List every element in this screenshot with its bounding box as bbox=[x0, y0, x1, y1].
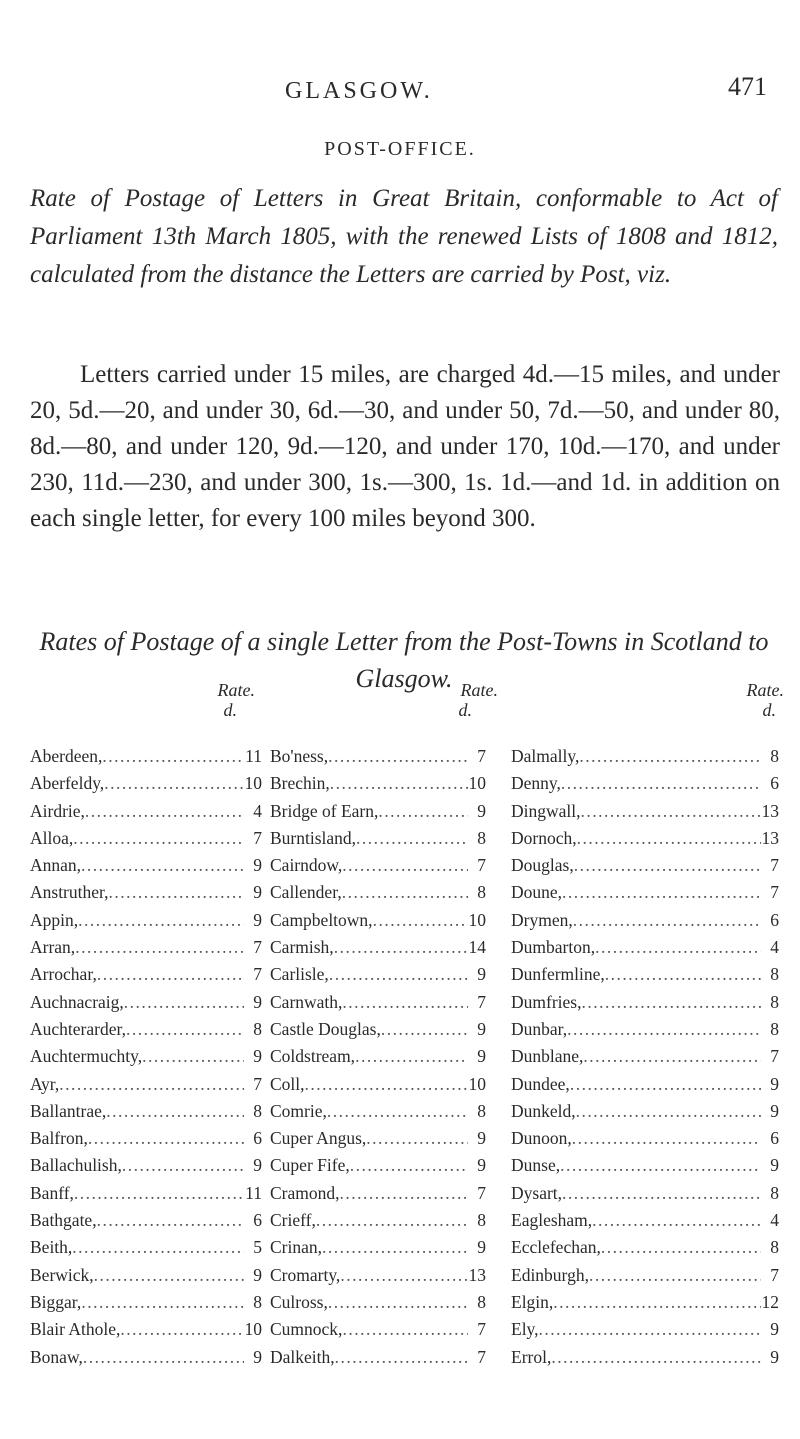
postage-rate: 5 bbox=[253, 1237, 262, 1258]
post-town-name: Ballachulish, bbox=[30, 1155, 122, 1176]
postage-rate: 8 bbox=[477, 1100, 486, 1121]
page-number: 471 bbox=[728, 72, 767, 101]
post-town-row bbox=[270, 1234, 486, 1261]
post-town-row bbox=[30, 1125, 262, 1152]
post-town-row bbox=[30, 1234, 262, 1261]
post-town-name: Cramond, bbox=[270, 1182, 340, 1203]
post-town-row bbox=[270, 1152, 486, 1179]
postage-rate: 9 bbox=[477, 1046, 486, 1067]
post-town-name: Dingwall, bbox=[511, 800, 581, 821]
rate-unit-label: d. bbox=[458, 700, 472, 720]
post-town-row bbox=[270, 989, 486, 1016]
postage-rate: 7 bbox=[770, 855, 779, 876]
dot-leader bbox=[562, 1180, 761, 1207]
post-town-row bbox=[511, 961, 779, 988]
postage-rate: 8 bbox=[770, 1018, 779, 1039]
post-town-name: Ayr, bbox=[30, 1073, 60, 1094]
post-town-name: Beith, bbox=[30, 1237, 73, 1258]
postage-rate: 9 bbox=[770, 1319, 779, 1340]
post-town-name: Biggar, bbox=[30, 1291, 82, 1312]
dot-leader bbox=[81, 852, 244, 879]
dot-leader bbox=[81, 1289, 244, 1316]
post-town-name: Carmish, bbox=[270, 937, 334, 958]
post-town-name: Dornoch, bbox=[511, 827, 577, 848]
dot-leader bbox=[72, 1234, 244, 1261]
postage-rate: 8 bbox=[477, 1210, 486, 1231]
post-town-name: Cumnock, bbox=[270, 1319, 343, 1340]
dot-leader bbox=[322, 1234, 468, 1261]
dot-leader bbox=[567, 1016, 761, 1043]
post-town-name: Dysart, bbox=[511, 1182, 563, 1203]
postage-rate: 8 bbox=[477, 1291, 486, 1312]
post-town-row bbox=[270, 1071, 486, 1098]
postage-rate: 9 bbox=[253, 1346, 262, 1367]
postage-rate: 9 bbox=[253, 991, 262, 1012]
post-town-row bbox=[30, 770, 262, 797]
post-town-name: Bathgate, bbox=[30, 1210, 97, 1231]
post-town-name: Auchtermuchty, bbox=[30, 1046, 143, 1067]
dot-leader bbox=[73, 825, 244, 852]
post-town-row bbox=[270, 879, 486, 906]
dot-leader bbox=[142, 1043, 244, 1070]
post-town-row bbox=[511, 879, 779, 906]
postage-rate: 6 bbox=[253, 1128, 262, 1149]
column-header-3 bbox=[728, 680, 784, 720]
post-town-name: Burntisland, bbox=[270, 827, 357, 848]
postage-rate: 4 bbox=[770, 937, 779, 958]
dot-leader bbox=[102, 743, 244, 770]
dot-leader bbox=[329, 961, 468, 988]
post-town-row bbox=[511, 1344, 779, 1371]
post-town-row bbox=[511, 1016, 779, 1043]
post-town-name: Auchnacraig, bbox=[30, 991, 124, 1012]
post-town-name: Berwick, bbox=[30, 1264, 94, 1285]
dot-leader bbox=[378, 798, 468, 825]
postage-rate: 9 bbox=[770, 1100, 779, 1121]
post-town-name: Balfron, bbox=[30, 1128, 88, 1149]
postage-rate: 8 bbox=[253, 1291, 262, 1312]
postage-rate: 8 bbox=[770, 991, 779, 1012]
post-town-name: Castle Douglas, bbox=[270, 1018, 381, 1039]
post-town-row bbox=[270, 961, 486, 988]
post-town-name: Carlisle, bbox=[270, 964, 329, 985]
post-town-row bbox=[511, 852, 779, 879]
postage-rate: 9 bbox=[253, 1155, 262, 1176]
post-town-name: Ballantrae, bbox=[30, 1100, 107, 1121]
post-town-name: Errol, bbox=[511, 1346, 552, 1367]
dot-leader bbox=[340, 1180, 468, 1207]
post-town-name: Brechin, bbox=[270, 773, 330, 794]
postage-rate: 9 bbox=[477, 964, 486, 985]
postage-rate: 8 bbox=[770, 746, 779, 766]
postage-rate: 14 bbox=[468, 937, 486, 958]
dot-leader bbox=[330, 770, 468, 797]
postage-rate: 6 bbox=[770, 909, 779, 930]
post-town-row bbox=[511, 1152, 779, 1179]
dot-leader bbox=[581, 798, 761, 825]
postage-rate: 9 bbox=[477, 1237, 486, 1258]
post-town-name: Crieff, bbox=[270, 1210, 316, 1231]
dot-leader bbox=[78, 907, 244, 934]
dot-leader bbox=[592, 1207, 761, 1234]
dot-leader bbox=[381, 1016, 468, 1043]
post-town-name: Culross, bbox=[270, 1291, 328, 1312]
dot-leader bbox=[576, 1098, 761, 1125]
dot-leader bbox=[88, 1125, 244, 1152]
dot-leader bbox=[335, 1344, 468, 1371]
postage-rate: 12 bbox=[761, 1291, 779, 1312]
post-town-row bbox=[270, 1016, 486, 1043]
post-town-row bbox=[511, 1316, 779, 1343]
postage-rate: 9 bbox=[253, 1264, 262, 1285]
dot-leader bbox=[605, 961, 761, 988]
post-town-row bbox=[270, 907, 486, 934]
dot-leader bbox=[59, 1071, 244, 1098]
postage-rate: 8 bbox=[253, 1100, 262, 1121]
post-town-name: Bridge of Earn, bbox=[270, 800, 379, 821]
dot-leader bbox=[122, 1152, 244, 1179]
postage-rate: 7 bbox=[477, 1346, 486, 1367]
postage-rate: 7 bbox=[477, 1319, 486, 1340]
postage-rate: 10 bbox=[468, 773, 486, 794]
dot-leader bbox=[334, 934, 468, 961]
post-town-row bbox=[30, 1043, 262, 1070]
postage-rate: 9 bbox=[477, 1018, 486, 1039]
dot-leader bbox=[356, 825, 468, 852]
dot-leader bbox=[579, 743, 761, 770]
dot-leader bbox=[109, 879, 244, 906]
dot-leader bbox=[601, 1234, 761, 1261]
postage-rate: 11 bbox=[245, 746, 262, 766]
post-town-row bbox=[511, 1043, 779, 1070]
dot-leader bbox=[97, 1207, 244, 1234]
dot-leader bbox=[573, 907, 761, 934]
postage-rate: 10 bbox=[244, 1319, 262, 1340]
dot-leader bbox=[355, 1043, 468, 1070]
post-town-row bbox=[511, 1234, 779, 1261]
dot-leader bbox=[316, 1207, 468, 1234]
table-title: Rates of Postage of a single Letter from the Post-Towns in Scotland to Glasgow. bbox=[39, 627, 769, 693]
postage-rate: 7 bbox=[253, 964, 262, 985]
post-town-name: Dundee, bbox=[511, 1073, 570, 1094]
post-town-row bbox=[30, 1289, 262, 1316]
dot-leader bbox=[342, 989, 468, 1016]
dot-leader bbox=[305, 1071, 468, 1098]
dot-leader bbox=[561, 770, 761, 797]
post-town-name: Aberdeen, bbox=[30, 746, 103, 766]
dot-leader bbox=[83, 1344, 244, 1371]
post-town-name: Doune, bbox=[511, 882, 563, 903]
post-town-row bbox=[270, 1344, 486, 1371]
post-town-row bbox=[30, 989, 262, 1016]
postage-rate: 9 bbox=[253, 909, 262, 930]
postage-rate: 10 bbox=[468, 1073, 486, 1094]
post-town-name: Denny, bbox=[511, 773, 561, 794]
post-town-row bbox=[270, 1180, 486, 1207]
post-town-row bbox=[270, 1043, 486, 1070]
postage-act-heading: Rate of Postage of Letters in Great Britain, conformable to Act of Parliament 13th March 1805, with the renewed Lists of 1808 and 1812, calculated from the distance the Letters are carried by Post, viz. bbox=[30, 185, 778, 288]
postage-rate: 4 bbox=[253, 800, 262, 821]
dot-leader bbox=[94, 1262, 244, 1289]
post-town-name: Bonaw, bbox=[30, 1346, 83, 1367]
post-town-name: Dalkeith, bbox=[270, 1346, 335, 1367]
dot-leader bbox=[74, 1180, 244, 1207]
post-town-name: Annan, bbox=[30, 855, 82, 876]
post-town-row bbox=[30, 1316, 262, 1343]
post-town-row bbox=[270, 1125, 486, 1152]
post-town-row bbox=[511, 934, 779, 961]
post-town-name: Dunse, bbox=[511, 1155, 561, 1176]
dot-leader bbox=[595, 934, 761, 961]
dot-leader bbox=[589, 1262, 761, 1289]
column-header-2 bbox=[440, 680, 498, 720]
post-town-name: Campbeltown, bbox=[270, 909, 373, 930]
postage-rate: 9 bbox=[253, 1046, 262, 1067]
dot-leader bbox=[85, 798, 244, 825]
dot-leader bbox=[342, 1316, 468, 1343]
dot-leader bbox=[342, 879, 468, 906]
post-town-row bbox=[270, 798, 486, 825]
post-town-row bbox=[30, 1180, 262, 1207]
post-town-row bbox=[270, 1262, 486, 1289]
postage-rate: 7 bbox=[770, 1046, 779, 1067]
postage-rate: 8 bbox=[477, 827, 486, 848]
post-town-row bbox=[270, 825, 486, 852]
postage-rate: 9 bbox=[253, 855, 262, 876]
post-town-row bbox=[270, 770, 486, 797]
dot-leader bbox=[328, 1289, 468, 1316]
post-town-name: Dalmally, bbox=[511, 746, 580, 766]
post-town-name: Eaglesham, bbox=[511, 1210, 593, 1231]
post-town-column-1 bbox=[30, 743, 262, 1371]
post-town-name: Ecclefechan, bbox=[511, 1237, 601, 1258]
column-header-1 bbox=[205, 680, 255, 720]
dot-leader bbox=[126, 1016, 244, 1043]
post-town-name: Cromarty, bbox=[270, 1264, 341, 1285]
post-town-row bbox=[511, 743, 779, 770]
post-town-name: Coldstream, bbox=[270, 1046, 356, 1067]
postage-rate: 7 bbox=[770, 1264, 779, 1285]
post-town-row bbox=[511, 989, 779, 1016]
post-town-name: Appin, bbox=[30, 909, 79, 930]
post-town-row bbox=[30, 825, 262, 852]
post-town-name: Bo'ness, bbox=[270, 746, 329, 766]
postage-rate: 8 bbox=[770, 964, 779, 985]
post-town-name: Douglas, bbox=[511, 855, 574, 876]
post-town-row bbox=[30, 1262, 262, 1289]
postage-rate: 10 bbox=[244, 773, 262, 794]
dot-leader bbox=[350, 1152, 468, 1179]
postage-rate: 7 bbox=[477, 1182, 486, 1203]
post-town-name: Cuper Angus, bbox=[270, 1128, 367, 1149]
dot-leader bbox=[583, 1043, 761, 1070]
post-town-name: Drymen, bbox=[511, 909, 573, 930]
postage-rate: 4 bbox=[770, 1210, 779, 1231]
dot-leader bbox=[104, 770, 244, 797]
post-town-row bbox=[511, 825, 779, 852]
postage-rate: 13 bbox=[468, 1264, 486, 1285]
post-town-row bbox=[30, 1207, 262, 1234]
post-town-row bbox=[270, 1289, 486, 1316]
post-town-name: Dunoon, bbox=[511, 1128, 572, 1149]
dot-leader bbox=[366, 1125, 468, 1152]
post-town-row bbox=[511, 907, 779, 934]
dot-leader bbox=[572, 1125, 761, 1152]
post-town-name: Cuper Fife, bbox=[270, 1155, 350, 1176]
post-town-row bbox=[30, 961, 262, 988]
post-town-name: Edinburgh, bbox=[511, 1264, 589, 1285]
postage-rate: 9 bbox=[770, 1155, 779, 1176]
postage-rate: 6 bbox=[770, 1128, 779, 1149]
post-town-row bbox=[511, 1071, 779, 1098]
post-town-row bbox=[270, 743, 486, 770]
post-town-name: Crinan, bbox=[270, 1237, 323, 1258]
postage-rate: 8 bbox=[770, 1237, 779, 1258]
dot-leader bbox=[106, 1098, 244, 1125]
post-town-row bbox=[30, 852, 262, 879]
post-town-row bbox=[270, 852, 486, 879]
post-town-name: Banff, bbox=[30, 1182, 74, 1203]
dot-leader bbox=[581, 989, 761, 1016]
post-town-column-2 bbox=[270, 743, 486, 1371]
post-town-name: Ely, bbox=[511, 1319, 539, 1340]
post-town-row bbox=[511, 1125, 779, 1152]
postage-rate: 13 bbox=[761, 800, 779, 821]
post-town-name: Cairndow, bbox=[270, 855, 343, 876]
rate-header-label: Rate. bbox=[746, 680, 784, 700]
dot-leader bbox=[551, 1344, 761, 1371]
postage-rate: 7 bbox=[253, 937, 262, 958]
postage-rate: 8 bbox=[253, 1018, 262, 1039]
post-town-row bbox=[30, 1344, 262, 1371]
dot-leader bbox=[577, 825, 761, 852]
post-town-row bbox=[30, 907, 262, 934]
dot-leader bbox=[340, 1262, 468, 1289]
postage-rate: 7 bbox=[477, 746, 486, 766]
post-town-row bbox=[30, 1016, 262, 1043]
post-town-row bbox=[30, 934, 262, 961]
dot-leader bbox=[124, 989, 244, 1016]
post-town-name: Carnwath, bbox=[270, 991, 343, 1012]
postage-rate: 11 bbox=[245, 1182, 262, 1203]
post-town-name: Arrochar, bbox=[30, 964, 97, 985]
post-town-name: Auchterarder, bbox=[30, 1018, 126, 1039]
postage-rate: 9 bbox=[253, 882, 262, 903]
dot-leader bbox=[570, 1071, 761, 1098]
dot-leader bbox=[120, 1316, 244, 1343]
postage-rate: 7 bbox=[477, 855, 486, 876]
post-town-name: Airdrie, bbox=[30, 800, 85, 821]
post-town-name: Comrie, bbox=[270, 1100, 327, 1121]
post-town-name: Arran, bbox=[30, 937, 76, 958]
dot-leader bbox=[574, 852, 761, 879]
post-town-name: Dunbar, bbox=[511, 1018, 568, 1039]
postage-rate: 9 bbox=[770, 1346, 779, 1367]
post-town-name: Blair Athole, bbox=[30, 1319, 121, 1340]
dot-leader bbox=[373, 907, 468, 934]
post-town-row bbox=[30, 743, 262, 770]
post-town-name: Dunfermline, bbox=[511, 964, 605, 985]
postage-rate: 7 bbox=[770, 882, 779, 903]
dot-leader bbox=[560, 1152, 761, 1179]
post-town-row bbox=[511, 1262, 779, 1289]
dot-leader bbox=[328, 743, 468, 770]
postage-rate: 9 bbox=[477, 1128, 486, 1149]
post-town-name: Dumbarton, bbox=[511, 937, 596, 958]
post-town-name: Callender, bbox=[270, 882, 342, 903]
dot-leader bbox=[75, 934, 244, 961]
post-town-row bbox=[30, 1071, 262, 1098]
post-town-row bbox=[511, 1098, 779, 1125]
post-town-name: Dunkeld, bbox=[511, 1100, 576, 1121]
postage-rate: 9 bbox=[477, 800, 486, 821]
postage-rates-paragraph: Letters carried under 15 miles, are charged 4d.—15 miles, and under 20, 5d.—20, and under 30, 6d.—30, and under 50, 7d.—50, and under 80, 8d.—80, and under 120, 9d.—120, and under 170, 10d.—170, and under 230, 11d.—230, and under 300, 1s.—300, 1s. 1d.—and 1d. in addition on each single letter, for every 100 miles beyond 300. bbox=[30, 361, 780, 532]
dot-leader bbox=[97, 961, 244, 988]
postage-rate: 10 bbox=[468, 909, 486, 930]
post-town-name: Dumfries, bbox=[511, 991, 582, 1012]
postage-rate: 13 bbox=[761, 827, 779, 848]
post-town-name: Elgin, bbox=[511, 1291, 554, 1312]
dot-leader bbox=[327, 1098, 468, 1125]
post-town-name: Alloa, bbox=[30, 827, 74, 848]
post-town-row bbox=[270, 1098, 486, 1125]
post-town-row bbox=[270, 1316, 486, 1343]
post-town-name: Aberfeldy, bbox=[30, 773, 105, 794]
postage-rate: 6 bbox=[770, 773, 779, 794]
postage-rate: 7 bbox=[477, 991, 486, 1012]
post-town-row bbox=[270, 934, 486, 961]
postage-rate: 7 bbox=[253, 1073, 262, 1094]
post-town-row bbox=[30, 879, 262, 906]
post-town-name: Anstruther, bbox=[30, 882, 109, 903]
rate-header-label: Rate. bbox=[460, 680, 498, 700]
postage-rate: 6 bbox=[253, 1210, 262, 1231]
rate-header-label: Rate. bbox=[217, 680, 255, 700]
post-town-row bbox=[511, 1207, 779, 1234]
post-town-row bbox=[270, 1207, 486, 1234]
post-town-name: Coll, bbox=[270, 1073, 305, 1094]
postage-rate: 8 bbox=[477, 882, 486, 903]
post-town-row bbox=[511, 1180, 779, 1207]
postage-rate: 8 bbox=[770, 1182, 779, 1203]
post-town-row bbox=[30, 798, 262, 825]
dot-leader bbox=[562, 879, 761, 906]
post-town-row bbox=[511, 770, 779, 797]
dot-leader bbox=[342, 852, 468, 879]
rate-unit-label: d. bbox=[223, 700, 237, 720]
postage-rate: 7 bbox=[253, 827, 262, 848]
running-head: GLASGOW. bbox=[285, 78, 433, 104]
post-town-row bbox=[30, 1098, 262, 1125]
post-town-row bbox=[511, 1289, 779, 1316]
post-town-row bbox=[30, 1152, 262, 1179]
post-town-column-3 bbox=[511, 743, 779, 1371]
section-title: POST-OFFICE. bbox=[324, 138, 476, 160]
post-town-name: Dunblane, bbox=[511, 1046, 584, 1067]
rate-unit-label: d. bbox=[762, 700, 776, 720]
dot-leader bbox=[539, 1316, 761, 1343]
dot-leader bbox=[553, 1289, 761, 1316]
postage-rate: 9 bbox=[770, 1073, 779, 1094]
postage-rate: 9 bbox=[477, 1155, 486, 1176]
post-town-row bbox=[511, 798, 779, 825]
